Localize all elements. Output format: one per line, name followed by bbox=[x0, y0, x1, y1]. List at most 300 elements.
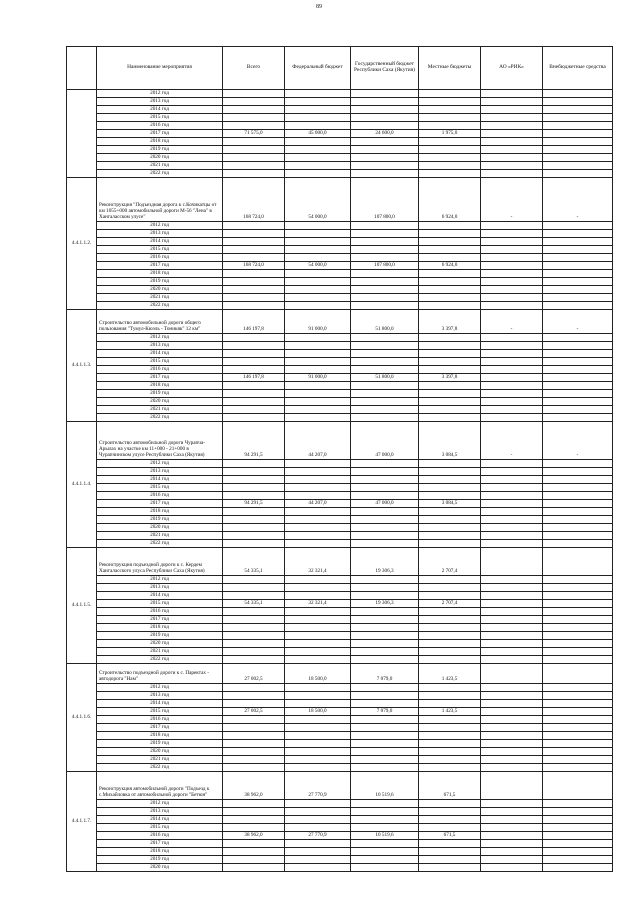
year-label: 2018 год bbox=[97, 270, 223, 278]
header-local: Местные бюджеты bbox=[419, 47, 481, 90]
year-total bbox=[223, 342, 285, 350]
year-local bbox=[419, 286, 481, 294]
year-label: 2016 год bbox=[97, 492, 223, 500]
year-label: 2014 год bbox=[97, 476, 223, 484]
year-rik bbox=[481, 732, 543, 740]
year-extra bbox=[543, 632, 613, 640]
year-local bbox=[419, 824, 481, 832]
year-federal bbox=[285, 406, 351, 414]
year-label: 2016 год bbox=[97, 122, 223, 130]
year-extra bbox=[543, 624, 613, 632]
year-state bbox=[351, 756, 419, 764]
year-state bbox=[351, 246, 419, 254]
year-extra bbox=[543, 130, 613, 138]
year-total bbox=[223, 740, 285, 748]
year-rik bbox=[481, 222, 543, 230]
year-rik bbox=[481, 808, 543, 816]
year-row bbox=[67, 532, 613, 540]
year-state bbox=[351, 398, 419, 406]
year-total bbox=[223, 716, 285, 724]
year-rik bbox=[481, 692, 543, 700]
year-extra bbox=[543, 358, 613, 366]
year-rik bbox=[481, 414, 543, 422]
year-state bbox=[351, 824, 419, 832]
year-row bbox=[67, 334, 613, 342]
year-rik bbox=[481, 286, 543, 294]
year-total bbox=[223, 170, 285, 178]
year-total bbox=[223, 138, 285, 146]
year-state bbox=[351, 540, 419, 548]
year-total bbox=[223, 382, 285, 390]
year-label: 2013 год bbox=[97, 468, 223, 476]
year-label: 2012 год bbox=[97, 460, 223, 468]
year-local bbox=[419, 576, 481, 584]
year-state bbox=[351, 382, 419, 390]
year-federal bbox=[285, 366, 351, 374]
year-total bbox=[223, 700, 285, 708]
section-federal: 91 000,0 bbox=[285, 310, 351, 334]
year-total bbox=[223, 856, 285, 864]
year-extra bbox=[543, 390, 613, 398]
year-label: 2019 год bbox=[97, 278, 223, 286]
year-local bbox=[419, 222, 481, 230]
year-federal bbox=[285, 700, 351, 708]
year-total bbox=[223, 632, 285, 640]
year-total: 94 291,5 bbox=[223, 500, 285, 508]
year-row bbox=[67, 608, 613, 616]
year-total bbox=[223, 576, 285, 584]
year-federal bbox=[285, 90, 351, 98]
year-label: 2020 год bbox=[97, 154, 223, 162]
year-label: 2020 год bbox=[97, 640, 223, 648]
year-rik bbox=[481, 374, 543, 382]
year-rik bbox=[481, 476, 543, 484]
year-local bbox=[419, 114, 481, 122]
year-total bbox=[223, 624, 285, 632]
year-extra bbox=[543, 98, 613, 106]
year-state: 51 800,0 bbox=[351, 374, 419, 382]
year-rik bbox=[481, 106, 543, 114]
year-label: 2017 год bbox=[97, 262, 223, 270]
year-extra bbox=[543, 406, 613, 414]
year-federal bbox=[285, 98, 351, 106]
year-total bbox=[223, 616, 285, 624]
year-local bbox=[419, 592, 481, 600]
year-label: 2019 год bbox=[97, 390, 223, 398]
year-row bbox=[67, 468, 613, 476]
year-local bbox=[419, 406, 481, 414]
year-federal bbox=[285, 724, 351, 732]
year-extra bbox=[543, 656, 613, 664]
year-state bbox=[351, 106, 419, 114]
year-state bbox=[351, 90, 419, 98]
year-extra bbox=[543, 374, 613, 382]
year-rik bbox=[481, 684, 543, 692]
year-total bbox=[223, 302, 285, 310]
section-name: Реконструкция "Подъездная дорога к с.Кочикатцы от км 1055+000 автомобильной дороги М-56 "Лена" в Хангаласском улусе" bbox=[97, 178, 223, 222]
section-extra bbox=[543, 772, 613, 800]
year-total bbox=[223, 816, 285, 824]
year-label: 2022 год bbox=[97, 540, 223, 548]
year-row bbox=[67, 342, 613, 350]
section-federal: 18 500,0 bbox=[285, 664, 351, 684]
year-row bbox=[67, 592, 613, 600]
year-federal bbox=[285, 230, 351, 238]
year-local bbox=[419, 278, 481, 286]
year-extra bbox=[543, 732, 613, 740]
year-local bbox=[419, 524, 481, 532]
year-extra bbox=[543, 398, 613, 406]
year-state bbox=[351, 484, 419, 492]
year-federal bbox=[285, 764, 351, 772]
year-extra bbox=[543, 824, 613, 832]
section-extra: - bbox=[543, 422, 613, 460]
year-federal bbox=[285, 484, 351, 492]
year-federal bbox=[285, 616, 351, 624]
year-extra bbox=[543, 608, 613, 616]
year-row bbox=[67, 406, 613, 414]
year-extra bbox=[543, 122, 613, 130]
year-total bbox=[223, 230, 285, 238]
year-extra bbox=[543, 840, 613, 848]
year-state bbox=[351, 294, 419, 302]
section-rik: - bbox=[481, 178, 543, 222]
year-row bbox=[67, 270, 613, 278]
year-state bbox=[351, 238, 419, 246]
year-rik bbox=[481, 98, 543, 106]
year-row bbox=[67, 366, 613, 374]
year-label: 2020 год bbox=[97, 864, 223, 872]
year-total bbox=[223, 732, 285, 740]
year-row bbox=[67, 756, 613, 764]
year-row bbox=[67, 764, 613, 772]
year-row bbox=[67, 856, 613, 864]
year-state: 7 079,0 bbox=[351, 708, 419, 716]
year-row bbox=[67, 824, 613, 832]
year-extra bbox=[543, 246, 613, 254]
year-local bbox=[419, 540, 481, 548]
section-rik bbox=[481, 664, 543, 684]
year-local bbox=[419, 492, 481, 500]
year-state bbox=[351, 138, 419, 146]
year-state bbox=[351, 254, 419, 262]
year-local bbox=[419, 230, 481, 238]
year-state bbox=[351, 524, 419, 532]
year-row bbox=[67, 374, 613, 382]
year-extra bbox=[543, 350, 613, 358]
year-local bbox=[419, 294, 481, 302]
year-state bbox=[351, 608, 419, 616]
year-label: 2014 год bbox=[97, 816, 223, 824]
year-federal: 54 000,0 bbox=[285, 262, 351, 270]
year-local bbox=[419, 608, 481, 616]
header-extra: Внебюджетные средства bbox=[543, 47, 613, 90]
section-code: 4.4.1.1.2. bbox=[67, 178, 97, 310]
year-extra bbox=[543, 756, 613, 764]
year-label: 2012 год bbox=[97, 334, 223, 342]
year-state bbox=[351, 684, 419, 692]
year-row bbox=[67, 238, 613, 246]
year-state bbox=[351, 576, 419, 584]
year-rik bbox=[481, 302, 543, 310]
year-total bbox=[223, 398, 285, 406]
year-row bbox=[67, 600, 613, 608]
year-label: 2017 год bbox=[97, 500, 223, 508]
year-federal bbox=[285, 246, 351, 254]
year-row bbox=[67, 350, 613, 358]
year-total bbox=[223, 608, 285, 616]
year-total bbox=[223, 222, 285, 230]
year-label: 2021 год bbox=[97, 294, 223, 302]
year-row bbox=[67, 848, 613, 856]
year-rik bbox=[481, 764, 543, 772]
year-local bbox=[419, 162, 481, 170]
year-label: 2014 год bbox=[97, 238, 223, 246]
year-federal bbox=[285, 162, 351, 170]
year-row bbox=[67, 724, 613, 732]
program-table bbox=[66, 46, 613, 872]
year-label: 2013 год bbox=[97, 808, 223, 816]
year-local bbox=[419, 382, 481, 390]
year-state: 19 306,3 bbox=[351, 600, 419, 608]
header-total: Всего bbox=[223, 47, 285, 90]
year-federal bbox=[285, 492, 351, 500]
year-federal bbox=[285, 390, 351, 398]
year-rik bbox=[481, 398, 543, 406]
year-row bbox=[67, 294, 613, 302]
year-federal bbox=[285, 524, 351, 532]
year-extra bbox=[543, 684, 613, 692]
section-rik: - bbox=[481, 310, 543, 334]
year-row bbox=[67, 484, 613, 492]
year-rik bbox=[481, 708, 543, 716]
section-extra: - bbox=[543, 310, 613, 334]
year-row bbox=[67, 476, 613, 484]
year-label: 2013 год bbox=[97, 98, 223, 106]
year-rik bbox=[481, 500, 543, 508]
section-row bbox=[67, 548, 613, 576]
year-row bbox=[67, 122, 613, 130]
year-extra bbox=[543, 816, 613, 824]
year-row bbox=[67, 864, 613, 872]
section-row bbox=[67, 178, 613, 222]
year-rik bbox=[481, 824, 543, 832]
year-federal bbox=[285, 716, 351, 724]
section-state: 51 800,0 bbox=[351, 310, 419, 334]
year-row bbox=[67, 262, 613, 270]
year-state bbox=[351, 624, 419, 632]
year-federal bbox=[285, 460, 351, 468]
year-local bbox=[419, 748, 481, 756]
year-row bbox=[67, 138, 613, 146]
year-label: 2018 год bbox=[97, 848, 223, 856]
year-label: 2017 год bbox=[97, 724, 223, 732]
year-label: 2018 год bbox=[97, 732, 223, 740]
year-local bbox=[419, 350, 481, 358]
year-rik bbox=[481, 576, 543, 584]
year-total bbox=[223, 476, 285, 484]
year-label: 2015 год bbox=[97, 824, 223, 832]
section-rik bbox=[481, 548, 543, 576]
year-federal: 44 207,0 bbox=[285, 500, 351, 508]
year-row bbox=[67, 98, 613, 106]
year-local bbox=[419, 692, 481, 700]
year-row bbox=[67, 516, 613, 524]
year-rik bbox=[481, 468, 543, 476]
year-state bbox=[351, 840, 419, 848]
year-rik bbox=[481, 600, 543, 608]
section-state: 47 000,0 bbox=[351, 422, 419, 460]
year-extra bbox=[543, 508, 613, 516]
year-rik bbox=[481, 366, 543, 374]
year-extra bbox=[543, 576, 613, 584]
year-label: 2014 год bbox=[97, 106, 223, 114]
year-row bbox=[67, 584, 613, 592]
section-code: 4.4.1.1.5. bbox=[67, 548, 97, 664]
year-extra bbox=[543, 366, 613, 374]
year-local bbox=[419, 816, 481, 824]
year-rik bbox=[481, 334, 543, 342]
year-label: 2020 год bbox=[97, 748, 223, 756]
year-local: 1 423,5 bbox=[419, 708, 481, 716]
year-extra bbox=[543, 270, 613, 278]
year-row bbox=[67, 716, 613, 724]
section-total: 38 962,0 bbox=[223, 772, 285, 800]
year-row bbox=[67, 648, 613, 656]
year-extra bbox=[543, 484, 613, 492]
year-local bbox=[419, 106, 481, 114]
year-local bbox=[419, 468, 481, 476]
year-extra bbox=[543, 864, 613, 872]
year-extra bbox=[543, 724, 613, 732]
year-local bbox=[419, 270, 481, 278]
year-rik bbox=[481, 492, 543, 500]
year-label: 2014 год bbox=[97, 592, 223, 600]
section-row bbox=[67, 422, 613, 460]
year-state bbox=[351, 724, 419, 732]
year-rik bbox=[481, 864, 543, 872]
year-label: 2020 год bbox=[97, 286, 223, 294]
section-row bbox=[67, 772, 613, 800]
year-state bbox=[351, 732, 419, 740]
year-state bbox=[351, 146, 419, 154]
year-state bbox=[351, 592, 419, 600]
year-row bbox=[67, 170, 613, 178]
section-code: 4.4.1.1.6. bbox=[67, 664, 97, 772]
year-label: 2021 год bbox=[97, 406, 223, 414]
year-federal bbox=[285, 640, 351, 648]
year-row bbox=[67, 692, 613, 700]
year-state bbox=[351, 584, 419, 592]
year-label: 2014 год bbox=[97, 700, 223, 708]
year-total bbox=[223, 864, 285, 872]
year-rik bbox=[481, 800, 543, 808]
year-rik bbox=[481, 130, 543, 138]
header-code bbox=[67, 47, 97, 90]
year-state bbox=[351, 648, 419, 656]
year-extra bbox=[543, 334, 613, 342]
year-label: 2019 год bbox=[97, 516, 223, 524]
year-state bbox=[351, 460, 419, 468]
year-extra bbox=[543, 648, 613, 656]
year-state bbox=[351, 656, 419, 664]
year-local: 6 924,0 bbox=[419, 262, 481, 270]
year-label: 2012 год bbox=[97, 90, 223, 98]
year-total bbox=[223, 516, 285, 524]
year-total bbox=[223, 800, 285, 808]
year-row bbox=[67, 616, 613, 624]
year-state bbox=[351, 764, 419, 772]
year-row bbox=[67, 162, 613, 170]
year-federal bbox=[285, 342, 351, 350]
year-extra bbox=[543, 700, 613, 708]
year-rik bbox=[481, 154, 543, 162]
year-federal bbox=[285, 468, 351, 476]
header-federal: Федеральный бюджет bbox=[285, 47, 351, 90]
year-rik bbox=[481, 114, 543, 122]
year-total: 38 962,0 bbox=[223, 832, 285, 840]
header-row bbox=[67, 47, 613, 90]
year-local: 3 084,5 bbox=[419, 500, 481, 508]
year-rik bbox=[481, 508, 543, 516]
year-local bbox=[419, 238, 481, 246]
year-federal bbox=[285, 848, 351, 856]
year-federal bbox=[285, 106, 351, 114]
year-state bbox=[351, 358, 419, 366]
year-rik bbox=[481, 262, 543, 270]
year-federal: 18 500,0 bbox=[285, 708, 351, 716]
year-federal bbox=[285, 238, 351, 246]
year-local: 1 975,0 bbox=[419, 130, 481, 138]
section-total: 146 197,8 bbox=[223, 310, 285, 334]
year-local bbox=[419, 640, 481, 648]
year-federal bbox=[285, 608, 351, 616]
year-rik bbox=[481, 748, 543, 756]
year-state bbox=[351, 302, 419, 310]
year-total bbox=[223, 684, 285, 692]
year-total: 146 197,8 bbox=[223, 374, 285, 382]
year-state: 24 600,0 bbox=[351, 130, 419, 138]
year-total bbox=[223, 278, 285, 286]
year-local bbox=[419, 484, 481, 492]
year-extra bbox=[543, 740, 613, 748]
year-state bbox=[351, 390, 419, 398]
year-federal bbox=[285, 508, 351, 516]
section-code: 4.4.1.1.3. bbox=[67, 310, 97, 422]
year-row bbox=[67, 414, 613, 422]
year-rik bbox=[481, 524, 543, 532]
year-federal bbox=[285, 684, 351, 692]
year-state bbox=[351, 800, 419, 808]
year-local: 671,5 bbox=[419, 832, 481, 840]
year-row bbox=[67, 800, 613, 808]
year-rik bbox=[481, 716, 543, 724]
year-rik bbox=[481, 700, 543, 708]
year-row bbox=[67, 700, 613, 708]
section-total: 54 335,1 bbox=[223, 548, 285, 576]
year-extra bbox=[543, 716, 613, 724]
year-label: 2016 год bbox=[97, 608, 223, 616]
year-total: 168 724,0 bbox=[223, 262, 285, 270]
year-rik bbox=[481, 740, 543, 748]
section-code bbox=[67, 90, 97, 178]
year-rik bbox=[481, 624, 543, 632]
year-federal bbox=[285, 122, 351, 130]
year-extra bbox=[543, 90, 613, 98]
year-extra bbox=[543, 524, 613, 532]
year-label: 2012 год bbox=[97, 576, 223, 584]
year-local bbox=[419, 254, 481, 262]
